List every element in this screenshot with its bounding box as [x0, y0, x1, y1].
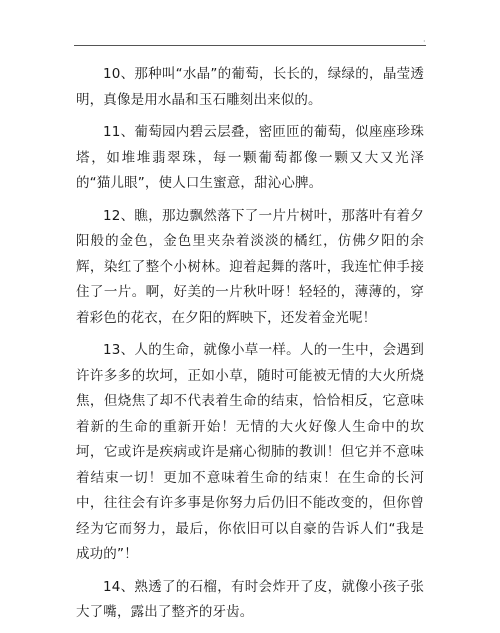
paragraph-13: 13、人的生命，就像小草一样。人的一生中，会遇到许许多多的坎坷，正如小草，随时可能被无情的大火所烧焦，但烧焦了却不代表着生命的结束，恰恰相反，它意味着新的生命的重新开始！无情的大火好像人生命中的坎坷，它或许是疾病或许是痛心彻肺的教训！但它并不意味着结束一切！更加不意味着生命的结束！在生命的长河中，往往会有许多事是你努力后仍旧不能改变的，但你曾经为它而努力，最后，你依旧可以自豪的告诉人们“我是成功的”！ [76, 342, 424, 562]
paragraph-11: 11、葡萄园内碧云层叠，密匝匝的葡萄，似座座珍珠塔，如堆堆翡翠珠，每一颗葡萄都像一颗又大又光泽的“猫儿眼”，使人口生蜜意，甜沁心脾。 [76, 124, 424, 191]
header-rule [74, 45, 426, 46]
paragraph-12: 12、瞧，那边飘然落下了一片片树叶，那落叶有着夕阳般的金色，金色里夹杂着淡淡的橘红，仿佛夕阳的余辉，染红了整个小树林。迎着起舞的落叶，我连忙伸手接住了一片。啊，好美的一片秋叶呀！轻轻的，薄薄的，穿着彩色的花衣，在夕阳的辉映下，还发着金光呢！ [76, 207, 424, 326]
paragraph-10: 10、那种叫“水晶”的葡萄，长长的，绿绿的，晶莹透明，真像是用水晶和玉石雕刻出来似的。 [76, 66, 424, 108]
paragraph-14: 14、熟透了的石榴，有时会炸开了皮，就像小孩子张大了嘴，露出了整齐的牙齿。 [76, 578, 424, 620]
document-body [76, 62, 424, 633]
header-mark: · [423, 37, 426, 46]
